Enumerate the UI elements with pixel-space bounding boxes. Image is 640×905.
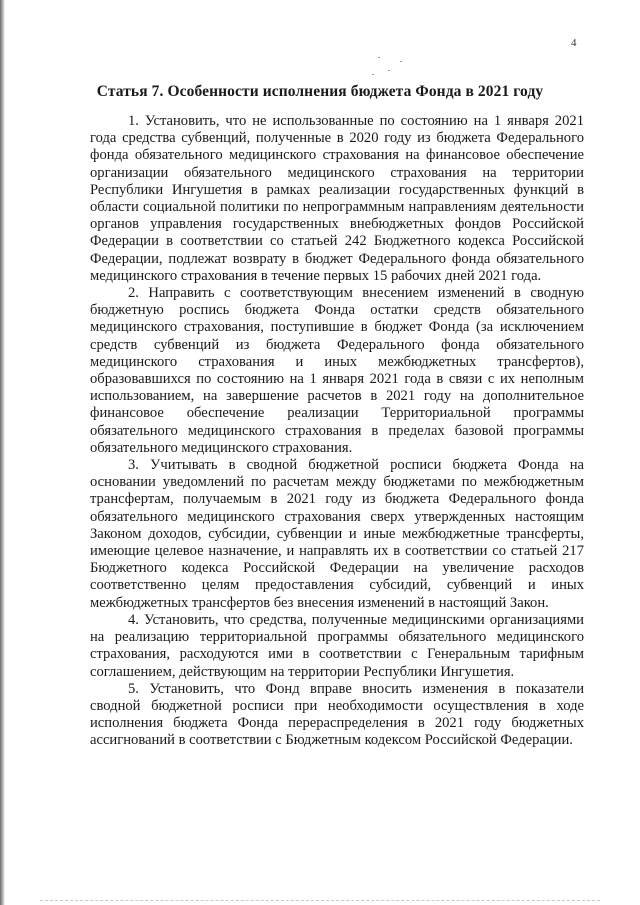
scan-speck	[372, 74, 374, 75]
paragraph-1: 1. Установить, что не использованные по состоянию на 1 января 2021 года средства субвенций, полученные в 2020 году из бюджета Федерального фонда обязательного медицинского страхования на финансовое обеспечение организации обязательного медицинского страхования на территории Республики Ингушетия в рамках реализации государственных функций в области социальной политики по непрограммным направлениям деятельности органов управления государственных внебюджетных фондов Российской Федерации в соответствии со статьей 242 Бюджетного кодекса Российской Федерации, подлежат возврату в бюджет Федерального фонда обязательного медицинского страхования в течение первых 15 рабочих дней 2021 года.	[90, 113, 584, 284]
page-number: 4	[571, 37, 577, 49]
article-title: Статья 7. Особенности исполнения бюджета Фонда в 2021 году	[96, 83, 544, 100]
scan-speck	[378, 57, 380, 58]
scan-speck	[388, 70, 390, 71]
scan-left-edge	[0, 0, 5, 905]
paragraph-3: 3. Учитывать в сводной бюджетной росписи бюджета Фонда на основании уведомлений по расчетам между бюджетами по межбюджетным трансфертам, получаемым в 2021 году из бюджета Федерального фонда обязательного медицинского страхования сверх утвержденных настоящим Законом доходов, субсидии, субвенции и иные межбюджетные трансферты, имеющие целевое назначение, и направлять их в соответствии со статьей 217 Бюджетного кодекса Российской Федерации на увеличение расходов соответственно целям предоставления субсидий, субвенций и иных межбюджетных трансфертов без внесения изменений в настоящий Закон.	[90, 457, 584, 611]
paragraph-2: 2. Направить с соответствующим внесением изменений в сводную бюджетную роспись бюджета Фонда остатки средств обязательного медицинского страхования, поступившие в бюджет Фонда (за исключением средств субвенций из бюджета Федерального фонда обязательного медицинского страхования и иных межбюджетных трансфертов), образовавшихся по состоянию на 1 января 2021 года в связи с их неполным использованием, на завершение расчетов в 2021 году на дополнительное финансовое обеспечение реализации Территориальной программы обязательного медицинского страхования в пределах базовой программы обязательного медицинского страхования.	[90, 285, 584, 456]
paragraph-5: 5. Установить, что Фонд вправе вносить изменения в показатели сводной бюджетной росписи при необходимости осуществления в ходе исполнения бюджета Фонда перераспределения в 2021 году бюджетных ассигнований в соответствии с Бюджетным кодексом Российской Федерации.	[90, 680, 584, 749]
paragraph-4: 4. Установить, что средства, полученные медицинскими организациями на реализацию территориальной программы обязательного медицинского страхования, расходуются ими в соответствии с Генеральным тарифным соглашением, действующим на территории Республики Ингушетия.	[90, 611, 584, 680]
scan-bottom-marks	[40, 899, 600, 901]
article-body	[90, 113, 584, 750]
scan-speck	[400, 61, 402, 62]
